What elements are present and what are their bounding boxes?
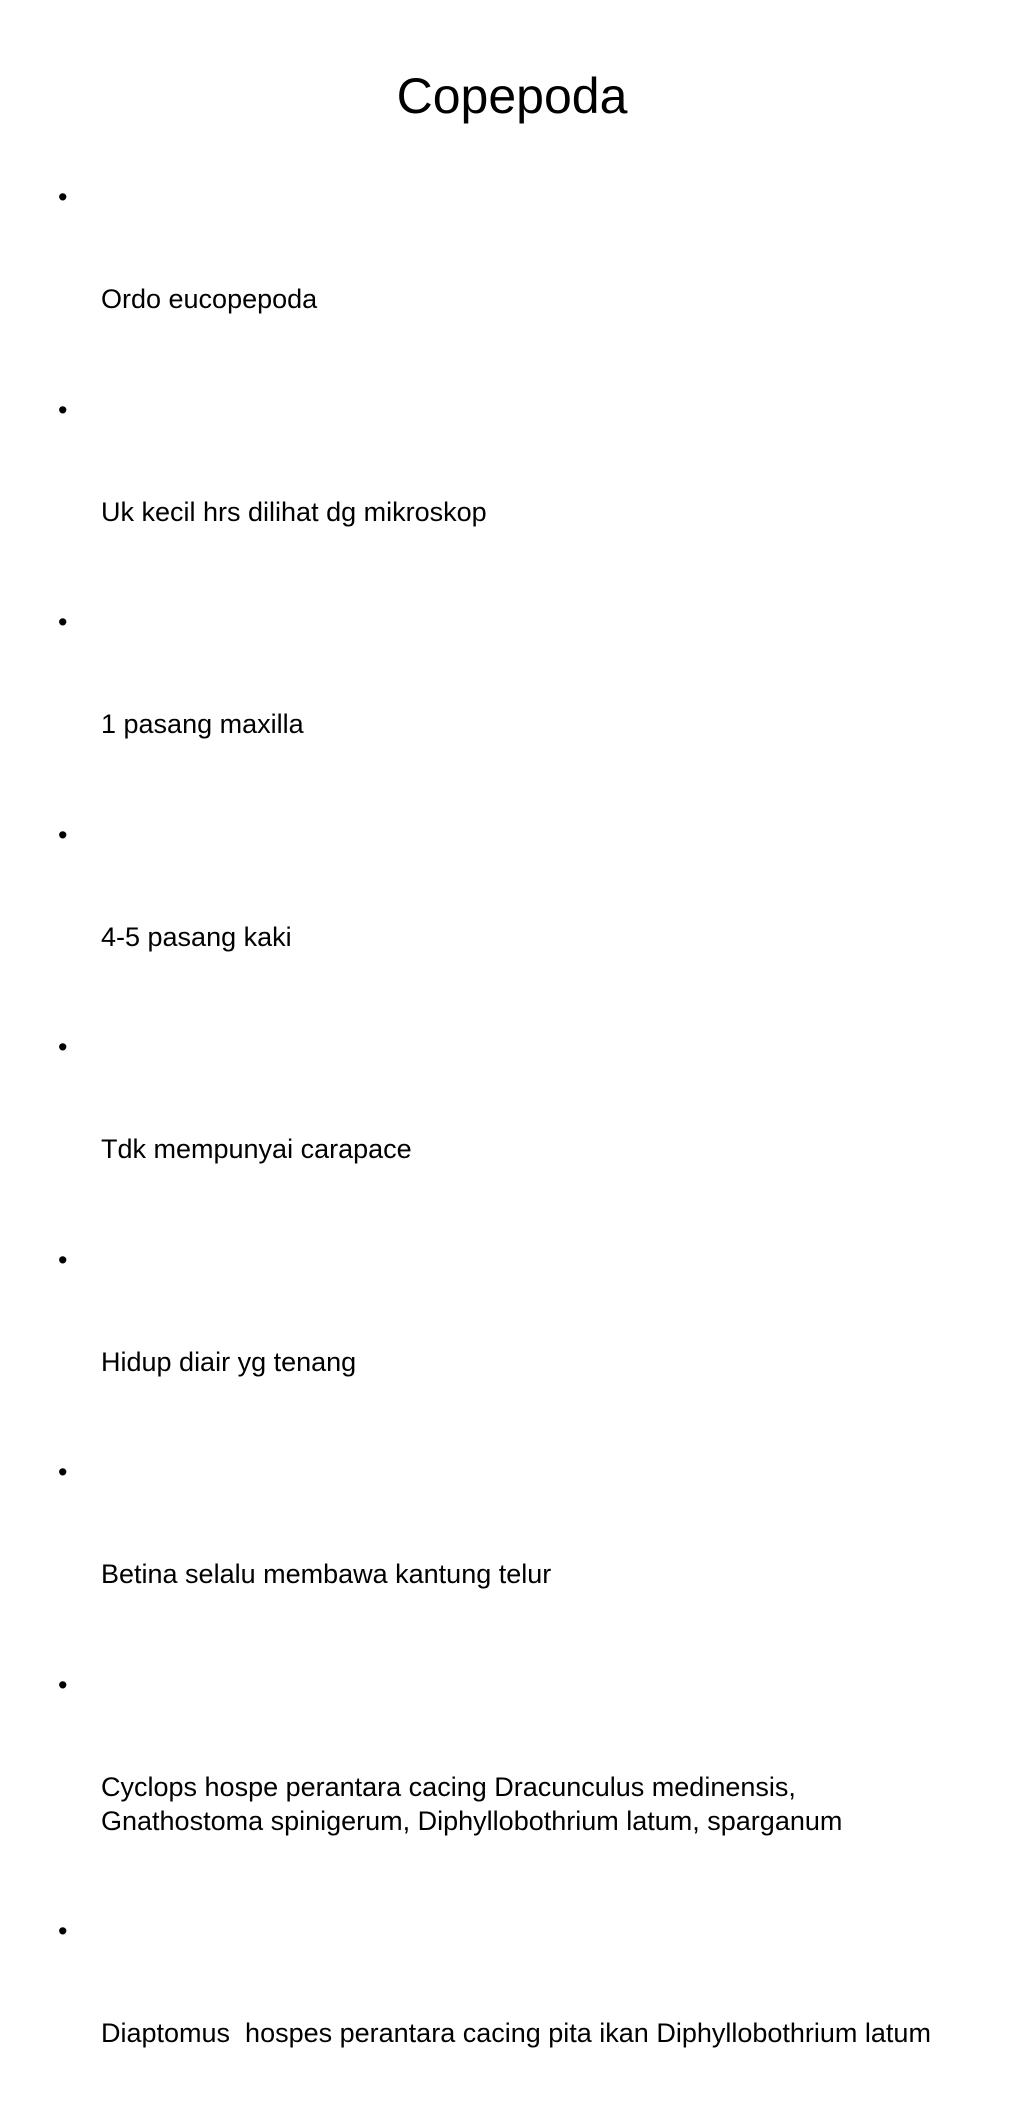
bullet-list (58, 180, 958, 2127)
bullet-icon: • (58, 1916, 68, 1946)
bullet-icon: • (58, 819, 68, 850)
bullet-item (58, 1455, 958, 1659)
bullet-text: Cyclops hospe perantara cacing Dracunculus medinensis, Gnathostoma spinigerum, Diphyllobothrium latum, sparganum (101, 1771, 843, 1836)
bullet-item (58, 1914, 958, 2118)
slide-title: Copepoda (396, 68, 628, 124)
bullet-item (58, 1030, 958, 1234)
bullet-icon: • (58, 1669, 68, 1700)
bullet-icon: • (58, 607, 68, 637)
bullet-icon: • (58, 182, 68, 212)
bullet-item (58, 393, 958, 597)
bullet-text: Uk kecil hrs dilihat dg mikroskop (101, 496, 487, 527)
bullet-icon: • (58, 1457, 68, 1487)
bullet-item (58, 180, 958, 384)
bullet-item (58, 1243, 958, 1447)
bullet-icon: • (58, 1244, 68, 1275)
bullet-text: Ordo eucopepoda (101, 284, 318, 314)
bullet-text: 4-5 pasang kaki (101, 921, 292, 952)
bullet-icon: • (58, 394, 68, 425)
bullet-text: Betina selalu membawa kantung telur (101, 1559, 552, 1589)
bullet-text: Tdk mempunyai carapace (101, 1134, 412, 1164)
bullet-item (58, 1668, 958, 1906)
bullet-text: Hidup diair yg tenang (101, 1346, 357, 1377)
bullet-item (58, 818, 958, 1022)
bullet-item (58, 605, 958, 809)
bullet-text: Diaptomus hospes perantara cacing pita ikan Diphyllobothrium latum (101, 2018, 931, 2048)
bullet-text: 1 pasang maxilla (101, 709, 304, 739)
bullet-icon: • (58, 1032, 68, 1062)
